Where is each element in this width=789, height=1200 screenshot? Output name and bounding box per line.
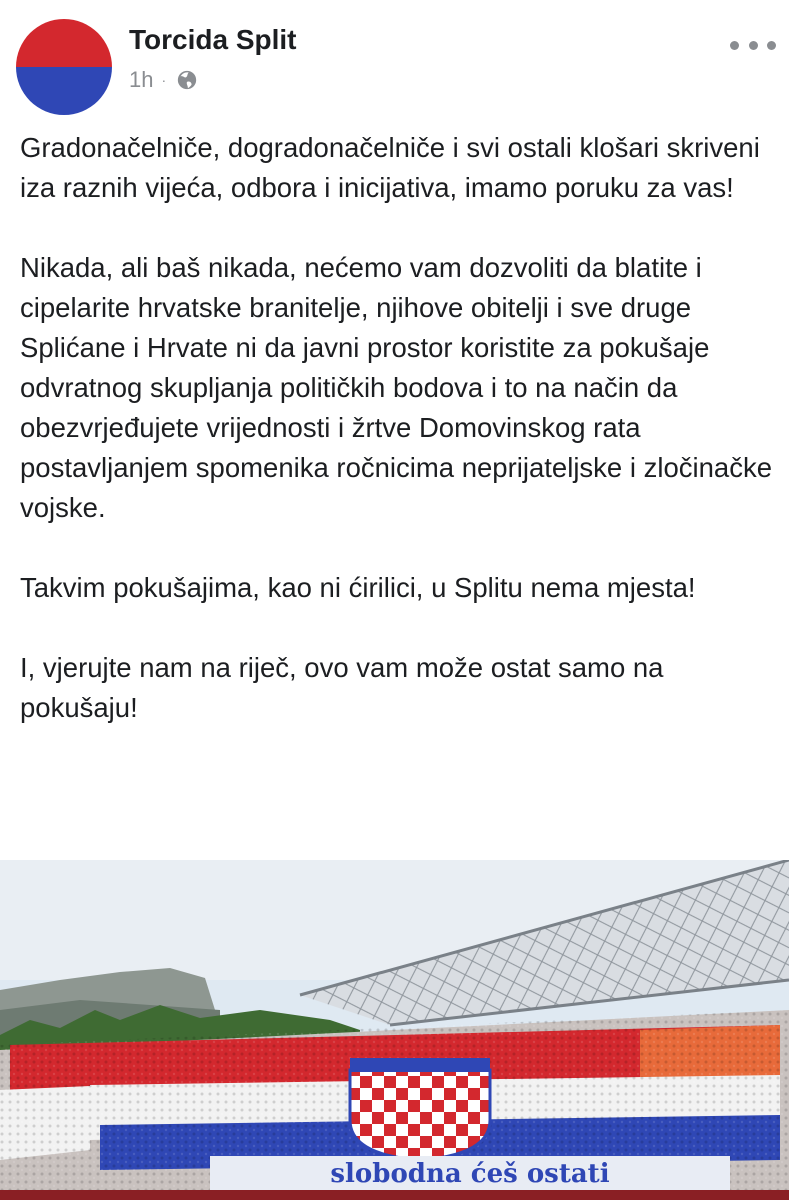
post-body [20,128,780,768]
meta-separator: · [161,72,167,88]
post-header [0,0,789,120]
post-paragraph: Nikada, ali baš nikada, nećemo vam dozvoliti da blatite i cipelarite hrvatske branitelje, njihove obitelji i sve druge Splićane i Hrvate ni da javni prostor koristite za pokušaje odvratnog skupljanja političkih bodova i to na način da obezvrjeđujete vrijednosti i žrtve Domovinskog rata postavljanjem spomenika ročnicima neprijateljske i zločinačke vojske. [20,252,773,523]
banner-text: slobodna ćeš ostati [330,1159,610,1189]
post-timestamp[interactable]: 1h [129,67,154,92]
post-paragraph: Takvim pokušajima, kao ni ćirilici, u Splitu nema mjesta! [20,572,696,603]
post-paragraph: I, vjerujte nam na riječ, ovo vam može ostat samo na pokušaju! [20,652,664,723]
stadium-choreography-image [0,860,789,1200]
globe-icon[interactable] [176,69,198,91]
post-paragraph: Gradonačelniče, dogradonačelniče i svi ostali klošari skriveni iza raznih vijeća, odbora i inicijativa, imamo poruku za vas! [20,132,760,203]
post-photo[interactable] [0,860,789,1200]
post-meta [129,66,198,94]
page-name-link[interactable]: Torcida Split [129,24,297,55]
more-options-icon[interactable] [730,30,776,60]
page-avatar[interactable] [16,19,112,115]
